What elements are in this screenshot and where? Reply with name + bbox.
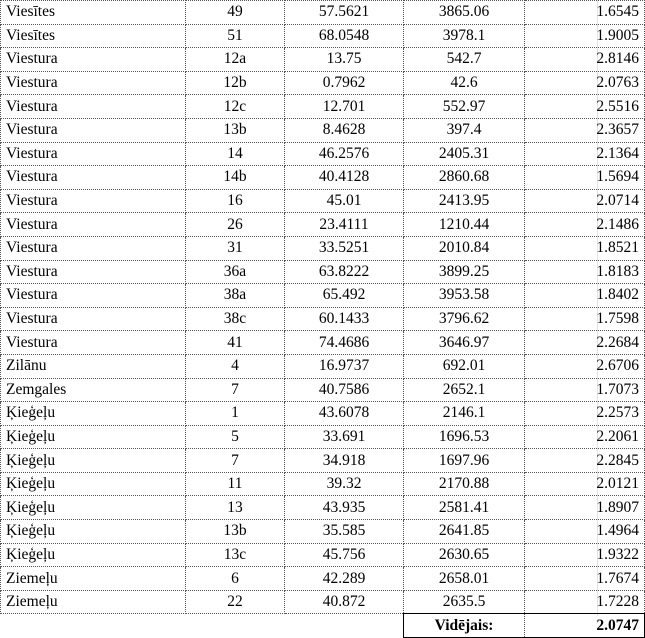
street-cell[interactable]: Ziemeļu — [1, 590, 186, 614]
table-row — [1, 95, 645, 119]
table-row — [1, 1, 645, 25]
table-row — [1, 472, 645, 496]
ratio-cell[interactable]: 2.0763 — [525, 71, 645, 95]
ratio-cell[interactable]: 1.8402 — [525, 284, 645, 308]
area-cell[interactable]: 12.701 — [285, 95, 404, 119]
area-cell[interactable]: 74.4686 — [285, 331, 404, 355]
ratio-cell[interactable]: 1.4964 — [525, 520, 645, 544]
value-cell[interactable]: 3978.1 — [404, 24, 525, 48]
ratio-cell[interactable]: 1.7228 — [525, 590, 645, 614]
area-cell[interactable]: 57.5621 — [285, 1, 404, 25]
house-number-cell[interactable]: 26 — [186, 213, 285, 237]
value-cell[interactable]: 542.7 — [404, 48, 525, 72]
value-cell[interactable]: 3865.06 — [404, 1, 525, 25]
street-cell[interactable]: Viestura — [1, 142, 186, 166]
street-cell[interactable]: Viestura — [1, 284, 186, 308]
ratio-cell[interactable]: 2.6706 — [525, 354, 645, 378]
street-cell[interactable]: Ķieģeļu — [1, 472, 186, 496]
street-cell[interactable]: Ķieģeļu — [1, 449, 186, 473]
street-cell[interactable]: Ziemeļu — [1, 567, 186, 591]
ratio-cell[interactable]: 2.5516 — [525, 95, 645, 119]
table-body — [1, 1, 645, 638]
house-number-cell[interactable]: 12a — [186, 48, 285, 72]
street-cell[interactable]: Ķieģeļu — [1, 520, 186, 544]
house-number-cell[interactable]: 36a — [186, 260, 285, 284]
house-number-cell[interactable]: 13 — [186, 496, 285, 520]
street-cell[interactable]: Viestura — [1, 166, 186, 190]
area-cell[interactable]: 46.2576 — [285, 142, 404, 166]
area-cell[interactable]: 40.7586 — [285, 378, 404, 402]
ratio-cell[interactable]: 2.8146 — [525, 48, 645, 72]
ratio-cell[interactable]: 2.0714 — [525, 189, 645, 213]
street-cell[interactable]: Viesītes — [1, 1, 186, 25]
house-number-cell[interactable]: 38a — [186, 284, 285, 308]
area-cell[interactable]: 33.691 — [285, 425, 404, 449]
value-cell[interactable]: 2860.68 — [404, 166, 525, 190]
value-cell[interactable]: 2170.88 — [404, 472, 525, 496]
house-number-cell[interactable]: 12b — [186, 71, 285, 95]
table-row — [1, 24, 645, 48]
street-cell[interactable]: Viestura — [1, 189, 186, 213]
area-cell[interactable]: 43.6078 — [285, 402, 404, 426]
value-cell[interactable]: 2010.84 — [404, 236, 525, 260]
table-row — [1, 520, 645, 544]
street-cell[interactable]: Viestura — [1, 213, 186, 237]
house-number-cell[interactable]: 5 — [186, 425, 285, 449]
area-cell[interactable]: 0.7962 — [285, 71, 404, 95]
house-number-cell[interactable]: 7 — [186, 378, 285, 402]
street-cell[interactable]: Viestura — [1, 236, 186, 260]
table-row — [1, 189, 645, 213]
ratio-cell[interactable]: 2.2845 — [525, 449, 645, 473]
summary-row — [1, 614, 645, 638]
house-number-cell[interactable]: 12c — [186, 95, 285, 119]
area-cell[interactable]: 45.756 — [285, 543, 404, 567]
table-row — [1, 331, 645, 355]
house-number-cell[interactable]: 38c — [186, 307, 285, 331]
house-number-cell[interactable]: 31 — [186, 236, 285, 260]
value-cell[interactable]: 3899.25 — [404, 260, 525, 284]
table-row — [1, 378, 645, 402]
house-number-cell[interactable]: 13c — [186, 543, 285, 567]
house-number-cell[interactable]: 14 — [186, 142, 285, 166]
ratio-cell[interactable]: 1.9005 — [525, 24, 645, 48]
area-cell[interactable]: 45.01 — [285, 189, 404, 213]
value-cell[interactable]: 552.97 — [404, 95, 525, 119]
table-row — [1, 590, 645, 614]
value-cell[interactable]: 1696.53 — [404, 425, 525, 449]
table-row — [1, 260, 645, 284]
area-cell[interactable]: 43.935 — [285, 496, 404, 520]
ratio-cell[interactable]: 2.3657 — [525, 118, 645, 142]
table-row — [1, 307, 645, 331]
area-cell[interactable]: 40.872 — [285, 590, 404, 614]
area-cell[interactable]: 60.1433 — [285, 307, 404, 331]
house-number-cell[interactable]: 51 — [186, 24, 285, 48]
empty-cell[interactable] — [186, 614, 285, 638]
house-number-cell[interactable]: 1 — [186, 402, 285, 426]
value-cell[interactable]: 397.4 — [404, 118, 525, 142]
street-cell[interactable]: Viestura — [1, 95, 186, 119]
value-cell[interactable]: 2630.65 — [404, 543, 525, 567]
table-row — [1, 543, 645, 567]
street-cell[interactable]: Ķieģeļu — [1, 543, 186, 567]
house-number-cell[interactable]: 6 — [186, 567, 285, 591]
value-cell[interactable]: 3796.62 — [404, 307, 525, 331]
table-row — [1, 425, 645, 449]
average-value[interactable]: 2.0747 — [525, 614, 645, 638]
table-row — [1, 402, 645, 426]
area-cell[interactable]: 65.492 — [285, 284, 404, 308]
ratio-cell[interactable]: 1.8183 — [525, 260, 645, 284]
value-cell[interactable]: 692.01 — [404, 354, 525, 378]
street-cell[interactable]: Ķieģeļu — [1, 496, 186, 520]
street-cell[interactable]: Viesītes — [1, 24, 186, 48]
table-row — [1, 118, 645, 142]
house-number-cell[interactable]: 13b — [186, 520, 285, 544]
street-cell[interactable]: Zemgales — [1, 378, 186, 402]
area-cell[interactable]: 8.4628 — [285, 118, 404, 142]
area-cell[interactable]: 35.585 — [285, 520, 404, 544]
table-row — [1, 213, 645, 237]
table-row — [1, 567, 645, 591]
table-row — [1, 449, 645, 473]
street-cell[interactable]: Viestura — [1, 118, 186, 142]
house-number-cell[interactable]: 49 — [186, 1, 285, 25]
value-cell[interactable]: 2641.85 — [404, 520, 525, 544]
ratio-cell[interactable]: 1.9322 — [525, 543, 645, 567]
value-cell[interactable]: 2581.41 — [404, 496, 525, 520]
ratio-cell[interactable]: 2.2061 — [525, 425, 645, 449]
ratio-cell[interactable]: 2.2684 — [525, 331, 645, 355]
area-cell[interactable]: 63.8222 — [285, 260, 404, 284]
area-cell[interactable]: 33.5251 — [285, 236, 404, 260]
street-cell[interactable]: Ķieģeļu — [1, 425, 186, 449]
value-cell[interactable]: 1210.44 — [404, 213, 525, 237]
area-cell[interactable]: 42.289 — [285, 567, 404, 591]
ratio-cell[interactable]: 2.1486 — [525, 213, 645, 237]
ratio-cell[interactable]: 1.5694 — [525, 166, 645, 190]
ratio-cell[interactable]: 1.6545 — [525, 1, 645, 25]
area-cell[interactable]: 40.4128 — [285, 166, 404, 190]
value-cell[interactable]: 2652.1 — [404, 378, 525, 402]
value-cell[interactable]: 2146.1 — [404, 402, 525, 426]
ratio-cell[interactable]: 2.0121 — [525, 472, 645, 496]
area-cell[interactable]: 23.4111 — [285, 213, 404, 237]
table-row — [1, 354, 645, 378]
area-cell[interactable]: 68.0548 — [285, 24, 404, 48]
house-number-cell[interactable]: 4 — [186, 354, 285, 378]
house-number-cell[interactable]: 13b — [186, 118, 285, 142]
table-row — [1, 496, 645, 520]
house-number-cell[interactable]: 11 — [186, 472, 285, 496]
table-row — [1, 48, 645, 72]
street-cell[interactable]: Viestura — [1, 48, 186, 72]
empty-cell[interactable] — [285, 614, 404, 638]
area-cell[interactable]: 13.75 — [285, 48, 404, 72]
house-number-cell[interactable]: 22 — [186, 590, 285, 614]
table-row — [1, 284, 645, 308]
average-label[interactable]: Vidējais: — [404, 614, 525, 638]
street-cell[interactable]: Viestura — [1, 260, 186, 284]
ratio-cell[interactable]: 1.7674 — [525, 567, 645, 591]
value-cell[interactable]: 1697.96 — [404, 449, 525, 473]
value-cell[interactable]: 42.6 — [404, 71, 525, 95]
house-number-cell[interactable]: 7 — [186, 449, 285, 473]
street-cell[interactable]: Viestura — [1, 71, 186, 95]
ratio-cell[interactable]: 2.2573 — [525, 402, 645, 426]
table-row — [1, 166, 645, 190]
house-number-cell[interactable]: 14b — [186, 166, 285, 190]
area-cell[interactable]: 34.918 — [285, 449, 404, 473]
street-cell[interactable]: Zilānu — [1, 354, 186, 378]
street-cell[interactable]: Viestura — [1, 307, 186, 331]
empty-cell[interactable] — [1, 614, 186, 638]
value-cell[interactable]: 2413.95 — [404, 189, 525, 213]
value-cell[interactable]: 2405.31 — [404, 142, 525, 166]
ratio-cell[interactable]: 2.1364 — [525, 142, 645, 166]
ratio-cell[interactable]: 1.8907 — [525, 496, 645, 520]
ratio-cell[interactable]: 1.7073 — [525, 378, 645, 402]
value-cell[interactable]: 2658.01 — [404, 567, 525, 591]
area-cell[interactable]: 16.9737 — [285, 354, 404, 378]
street-cell[interactable]: Ķieģeļu — [1, 402, 186, 426]
value-cell[interactable]: 3953.58 — [404, 284, 525, 308]
area-cell[interactable]: 39.32 — [285, 472, 404, 496]
street-cell[interactable]: Viestura — [1, 331, 186, 355]
house-number-cell[interactable]: 16 — [186, 189, 285, 213]
ratio-cell[interactable]: 1.8521 — [525, 236, 645, 260]
table-row — [1, 142, 645, 166]
value-cell[interactable]: 2635.5 — [404, 590, 525, 614]
ratio-cell[interactable]: 1.7598 — [525, 307, 645, 331]
house-number-cell[interactable]: 41 — [186, 331, 285, 355]
table-row — [1, 71, 645, 95]
value-cell[interactable]: 3646.97 — [404, 331, 525, 355]
table-row — [1, 236, 645, 260]
